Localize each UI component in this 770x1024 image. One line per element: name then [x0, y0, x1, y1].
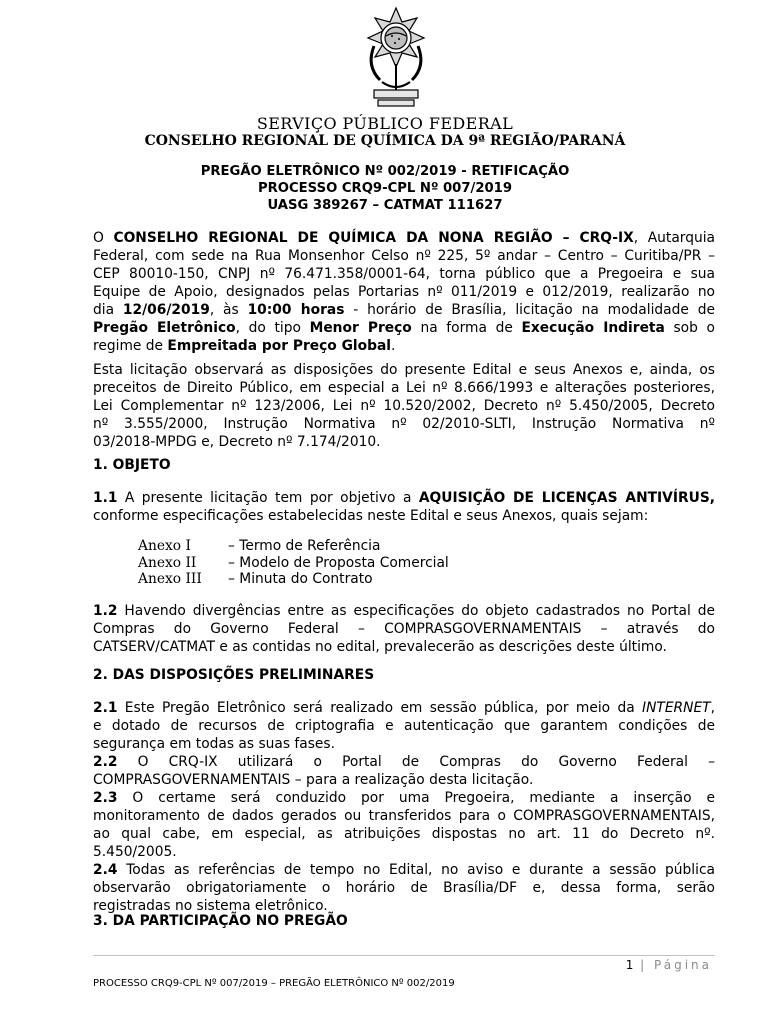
- annex-item: Anexo I – Termo de Referência: [138, 538, 381, 554]
- footer-text: PROCESSO CRQ9-CPL Nº 007/2019 – PREGÃO ELETRÔNICO Nº 002/2019: [93, 978, 455, 989]
- annex-list: [138, 538, 449, 588]
- doc-title-uasg: UASG 389267 – CATMAT 111627: [267, 198, 503, 213]
- doc-title-processo: PROCESSO CRQ9-CPL Nº 007/2019: [257, 181, 513, 196]
- section-3-heading: 3. DA PARTICIPAÇÃO NO PREGÃO: [93, 913, 348, 929]
- legal-basis-paragraph: Esta licitação observará as disposições do presente Edital e seus Anexos e, ainda, os preceitos de Direito Público, em especial a Lei nº 8.666/1993 e alterações posteriores, Lei Complementar nº 123/2006, Lei nº 10.520/2002, Decreto nº 5.450/2005, Decreto nº 3.555/2000, Instrução Normativa nº 02/2010-SLTI, Instrução Normativa nº 03/2018-MPDG e, Decreto nº 7.174/2010.: [93, 362, 715, 450]
- header-service-title: SERVIÇO PÚBLICO FEDERAL: [256, 114, 514, 133]
- paragraph-1-1: 1.1 A presente licitação tem por objetivo a AQUISIÇÃO DE LICENÇAS ANTIVÍRUS, conforme especificações estabelecidas neste Edital e seus Anexos, quais sejam:: [93, 490, 715, 524]
- intro-paragraph: O CONSELHO REGIONAL DE QUÍMICA DA NONA REGIÃO – CRQ-IX, Autarquia Federal, com sede na Rua Monsenhor Celso nº 225, 5º andar – Centro – Curitiba/PR – CEP 80010-150, CNPJ nº 76.471.358/0001-64, torna público que a Pregoeira e sua Equipe de Apoio, designados pelas Portarias nº 011/2019 e 012/2019, realizarão no dia 12/06/2019, às 10:00 horas - horário de Brasília, licitação na modalidade de Pregão Eletrônico, do tipo Menor Preço na forma de Execução Indireta sob o regime de Empreitada por Preço Global.: [93, 230, 715, 354]
- brazil-coat-of-arms: [362, 6, 430, 110]
- header-council-title: CONSELHO REGIONAL DE QUÍMICA DA 9ª REGIÃO/PARANÁ: [144, 133, 626, 149]
- section-1-heading: 1. OBJETO: [93, 457, 171, 473]
- section-2-heading: 2. DAS DISPOSIÇÕES PRELIMINARES: [93, 667, 375, 683]
- doc-title-pregao: PREGÃO ELETRÔNICO Nº 002/2019 - RETIFICAÇÃO: [200, 164, 570, 179]
- page-number: 1 | Página: [625, 958, 712, 972]
- section-2-body: 2.1 Este Pregão Eletrônico será realizado em sessão pública, por meio da INTERNET, e dotado de recursos de criptografia e autenticação que garantem condições de segurança em todas as suas fases. 2.2 O CRQ-IX utilizará o Portal de Compras do Governo Federal – COMPRASGOVERNAMENTAIS – para a realização desta licitação. 2.3 O certame será conduzido por uma Pregoeira, mediante a inserção e monitoramento de dados gerados ou transferidos para o COMPRASGOVERNAMENTAIS, ao qual cabe, em especial, as atribuições dispostas no art. 11 do Decreto nº. 5.450/2005. 2.4 Todas as referências de tempo no Edital, no aviso e durante a sessão pública observarão obrigatoriamente o horário de Brasília/DF e, dessa forma, serão registradas no sistema eletrônico.: [93, 700, 715, 914]
- annex-item: Anexo III – Minuta do Contrato: [138, 571, 373, 587]
- paragraph-1-2: 1.2 Havendo divergências entre as especificações do objeto cadastrados no Portal de Compras do Governo Federal – COMPRASGOVERNAMENTAIS – através do CATSERV/CATMAT e as contidas no edital, prevalecerão as descrições deste último.: [93, 603, 715, 655]
- annex-item: Anexo II – Modelo de Proposta Comercial: [138, 554, 449, 571]
- footer-divider: [93, 955, 715, 956]
